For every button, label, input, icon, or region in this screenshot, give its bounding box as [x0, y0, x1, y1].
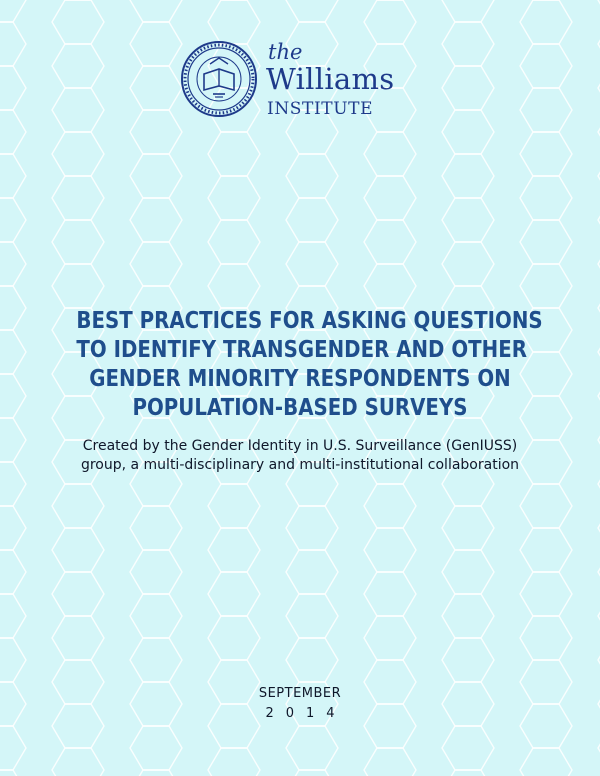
hexagon-cell	[442, 22, 494, 66]
hexagon-cell	[0, 374, 26, 418]
hexagon-cell	[0, 594, 26, 638]
hexagon-cell	[130, 506, 182, 550]
hexagon-cell	[0, 770, 26, 776]
hexagon-cell	[364, 0, 416, 44]
title-line-1: BEST PRACTICES FOR ASKING QUESTIONS	[76, 308, 543, 334]
hexagon-cell	[286, 154, 338, 198]
hexagon-cell	[364, 572, 416, 616]
hexagon-cell	[286, 726, 338, 770]
hexagon-cell	[520, 704, 572, 748]
hexagon-cell	[0, 110, 26, 154]
hexagon-cell	[208, 748, 260, 776]
hexagon-cell	[208, 220, 260, 264]
logo-word-the: the	[268, 40, 303, 64]
hexagon-cell	[286, 594, 338, 638]
hexagon-cell	[52, 748, 104, 776]
hexagon-cell	[0, 462, 26, 506]
hexagon-cell	[52, 0, 104, 44]
hexagon-cell	[0, 0, 26, 22]
hexagon-cell	[208, 484, 260, 528]
hexagon-cell	[442, 726, 494, 770]
hexagon-cell	[208, 572, 260, 616]
hexagon-cell	[0, 198, 26, 242]
hexagon-cell	[52, 132, 104, 176]
report-title	[76, 307, 543, 423]
ucla-school-of-law-seal-icon	[180, 40, 258, 118]
hexagon-cell	[130, 198, 182, 242]
publication-month: SEPTEMBER	[258, 686, 342, 701]
hexagon-cell	[0, 330, 26, 374]
hexagon-cell	[442, 66, 494, 110]
hexagon-cell	[520, 264, 572, 308]
publication-year: 2014	[265, 706, 347, 721]
hexagon-cell	[208, 132, 260, 176]
report-subtitle	[30, 437, 570, 475]
hexagon-cell	[0, 506, 26, 550]
hexagon-cell	[442, 506, 494, 550]
hexagon-cell	[286, 770, 338, 776]
hexagon-cell	[442, 0, 494, 22]
hexagon-cell	[130, 0, 182, 22]
hexagon-cell	[130, 22, 182, 66]
hexagon-cell	[364, 264, 416, 308]
hexagon-cell	[442, 682, 494, 726]
hexagon-cell	[208, 528, 260, 572]
hexagon-cell	[52, 220, 104, 264]
hexagon-cell	[364, 484, 416, 528]
hexagon-cell	[130, 550, 182, 594]
subtitle-line-2: group, a multi-disciplinary and multi-institutional collaboration	[80, 457, 520, 473]
hexagon-cell	[130, 66, 182, 110]
hexagon-cell	[442, 242, 494, 286]
hexagon-cell	[286, 638, 338, 682]
hexagon-cell	[52, 44, 104, 88]
hexagon-cell	[0, 682, 26, 726]
hexagon-cell	[0, 66, 26, 110]
hexagon-cell	[0, 22, 26, 66]
hexagon-cell	[208, 264, 260, 308]
hexagon-cell	[520, 132, 572, 176]
hexagon-cell	[520, 176, 572, 220]
hexagon-cell	[520, 352, 572, 396]
hexagon-cell	[130, 242, 182, 286]
hexagon-cell	[130, 770, 182, 776]
hexagon-cell	[130, 682, 182, 726]
hexagon-cell	[52, 88, 104, 132]
hexagon-cell	[286, 0, 338, 22]
hexagon-cell	[286, 198, 338, 242]
hexagon-cell	[286, 550, 338, 594]
logo-word-williams: Williams	[266, 62, 395, 96]
hexagon-cell	[52, 572, 104, 616]
hexagon-cell	[520, 748, 572, 776]
hexagon-cell	[520, 616, 572, 660]
hexagon-cell	[208, 0, 260, 44]
hexagon-cell	[442, 770, 494, 776]
hexagon-cell	[442, 594, 494, 638]
hexagon-cell	[520, 572, 572, 616]
hexagon-cell	[130, 726, 182, 770]
hexagon-cell	[364, 528, 416, 572]
hexagon-cell	[52, 484, 104, 528]
williams-institute-logo	[180, 40, 400, 126]
hexagon-cell	[52, 176, 104, 220]
subtitle-line-1: Created by the Gender Identity in U.S. Surveillance (GenIUSS)	[82, 438, 518, 454]
hexagon-cell	[52, 616, 104, 660]
hexagon-cell	[0, 242, 26, 286]
hexagon-cell	[208, 616, 260, 660]
hexagon-cell	[0, 638, 26, 682]
hexagon-cell	[130, 594, 182, 638]
hexagon-cell	[520, 396, 572, 440]
hexagon-cell	[0, 726, 26, 770]
title-line-2: TO IDENTIFY TRANSGENDER AND OTHER	[76, 337, 527, 363]
hexagon-cell	[286, 506, 338, 550]
hexagon-cell	[520, 660, 572, 704]
hexagon-cell	[0, 154, 26, 198]
hexagon-cell	[442, 550, 494, 594]
hexagon-cell	[520, 484, 572, 528]
hexagon-cell	[520, 88, 572, 132]
hexagon-cell	[442, 110, 494, 154]
hexagon-cell	[208, 176, 260, 220]
hexagon-cell	[130, 110, 182, 154]
hexagon-cell	[52, 704, 104, 748]
hexagon-cell	[130, 154, 182, 198]
hexagon-cell	[520, 528, 572, 572]
hexagon-cell	[364, 176, 416, 220]
hexagon-cell	[520, 220, 572, 264]
hexagon-cell	[0, 286, 26, 330]
hexagon-cell	[442, 154, 494, 198]
hexagon-cell	[364, 132, 416, 176]
hexagon-cell	[286, 242, 338, 286]
hexagon-cell	[520, 44, 572, 88]
hexagon-cell	[520, 0, 572, 44]
hexagon-cell	[52, 660, 104, 704]
hexagon-cell	[130, 638, 182, 682]
hexagon-cell	[364, 748, 416, 776]
hexagon-cell	[0, 550, 26, 594]
hexagon-cell	[52, 528, 104, 572]
hexagon-cell	[442, 198, 494, 242]
hexagon-cell	[52, 264, 104, 308]
hexagon-cell	[442, 638, 494, 682]
hexagon-cell	[0, 418, 26, 462]
logo-word-institute: INSTITUTE	[267, 99, 374, 119]
title-line-4: POPULATION-BASED SURVEYS	[132, 395, 468, 421]
hexagon-cell	[364, 616, 416, 660]
hexagon-cell	[364, 220, 416, 264]
title-line-3: GENDER MINORITY RESPONDENTS ON	[89, 366, 511, 392]
